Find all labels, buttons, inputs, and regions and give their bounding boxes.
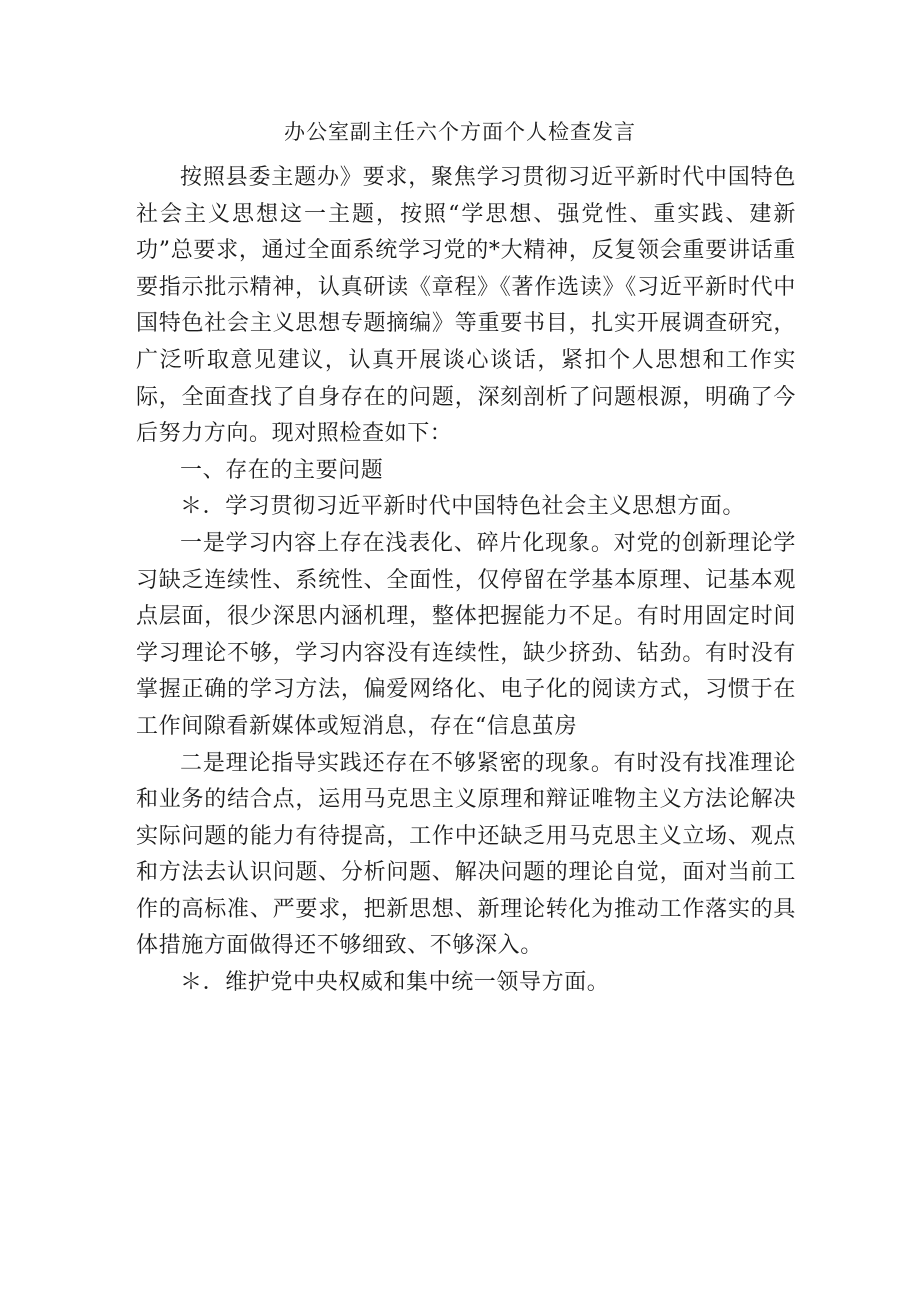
- body-paragraph-2: 二是理论指导实践还存在不够紧密的现象。有时没有找准理论和业务的结合点，运用马克思主义原理和辩证唯物主义方法论解决实际问题的能力有待提高，工作中还缺乏用马克思主义立场、观点和方法去认识问题、分析问题、解决问题的理论自觉，面对当前工作的高标准、严要求，把新思想、新理论转化为推动工作落实的具体措施方面做得还不够细致、不够深入。: [136, 750, 796, 959]
- subsection-heading-1: ＊．学习贯彻习近平新时代中国特色社会主义思想方面。: [180, 494, 746, 520]
- intro-paragraph: 按照县委主题办》要求，聚焦学习贯彻习近平新时代中国特色社会主义思想这一主题，按照“学思想、强党性、重实践、建新功”总要求，通过全面系统学习党的*大精神，反复领会重要讲话重要指示批示精神，认真研读《章程》《著作选读》《习近平新时代中国特色社会主义思想专题摘编》等重要书目，扎实开展调查研究，广泛听取意见建议，认真开展谈心谈话，紧扣个人思想和工作实际，全面查找了自身存在的问题，深刻剖析了问题根源，明确了今后努力方向。现对照检查如下：: [136, 165, 796, 447]
- document-title: 办公室副主任六个方面个人检查发言: [284, 120, 636, 144]
- document-body: [136, 160, 796, 1002]
- subsection-heading-2: ＊．维护党中央权威和集中统一领导方面。: [180, 970, 610, 996]
- body-paragraph-1: 一是学习内容上存在浅表化、碎片化现象。对党的创新理论学习缺乏连续性、系统性、全面性，仅停留在学基本原理、记基本观点层面，很少深思内涵机理，整体把握能力不足。有时用固定时间学习理论不够，学习内容没有连续性，缺少挤劲、钻劲。有时没有掌握正确的学习方法，偏爱网络化、电子化的阅读方式，习惯于在工作间隙看新媒体或短消息，存在“信息茧房: [136, 530, 796, 739]
- section-heading: 一、存在的主要问题: [180, 457, 384, 483]
